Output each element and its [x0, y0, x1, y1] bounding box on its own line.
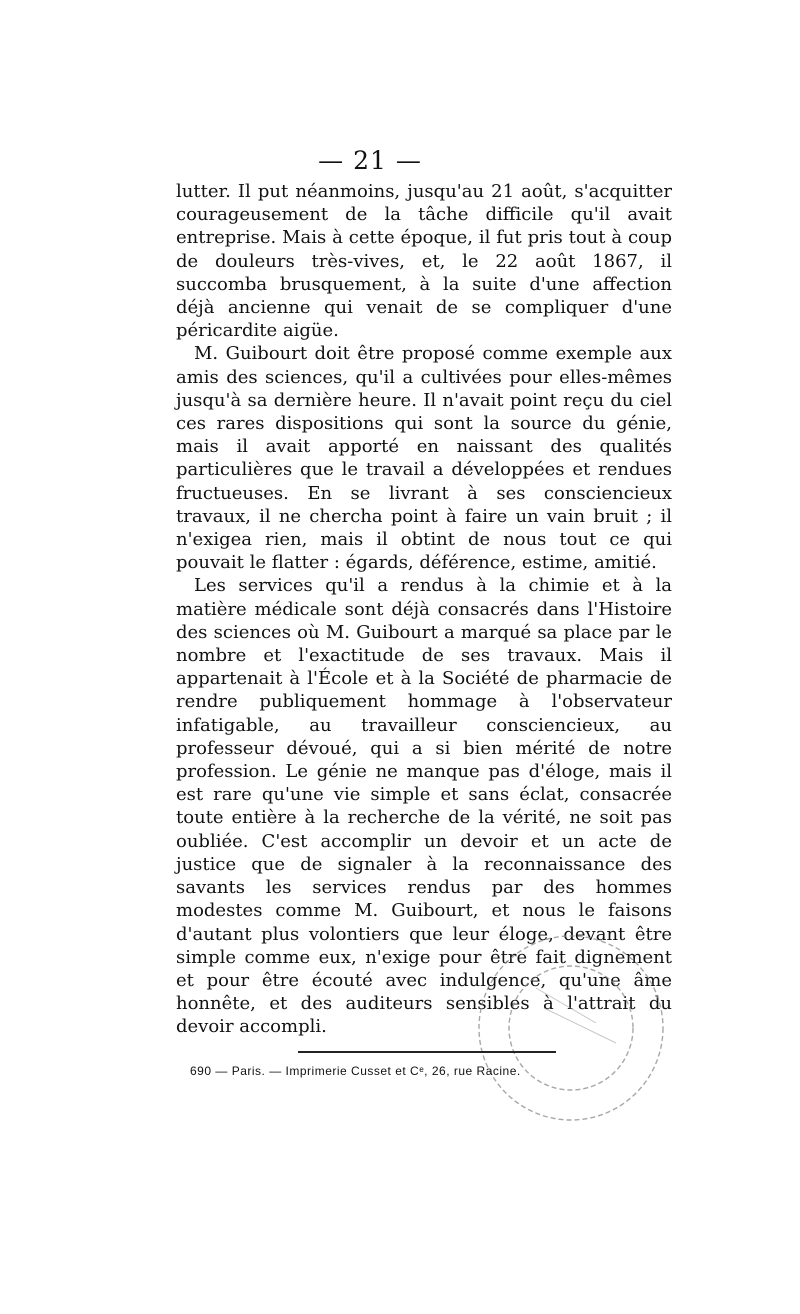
library-stamp — [466, 928, 676, 1128]
paragraph-3: Les services qu'il a rendus à la chimie et à la matière médicale sont déjà consacrés dans l'Histoire des sciences où M. Guibourt a marqué sa place par le nombre et l'exactitude de ses travaux. Mais il appartenait à l'École et à la Société de pharmacie de rendre publiquement hommage à l'observateur infatigable, au travailleur consciencieux, au professeur dévoué, qui a si bien mérité de notre profession. Le génie ne manque pas d'éloge, mais il est rare qu'une vie simple et sans éclat, consacrée toute entière à la recherche de la vérité, ne soit pas oubliée. C'est accomplir un devoir et un acte de justice que de signaler à la reconnaissance des savants les services rendus par des hommes modestes comme M. Guibourt, et nous le faisons d'autant plus volontiers que leur éloge, devant être simple comme eux, n'exige pour être fait dignement et pour être écouté avec indulgence, qu'une âme honnête, et des auditeurs sensibles à l'attrait du devoir accompli. — [176, 575, 672, 1038]
imprint-line: 690 — Paris. — Imprimerie Cusset et Cᵉ, 26, rue Racine. — [190, 1064, 521, 1078]
body-text — [176, 180, 672, 1039]
paragraph-1: lutter. Il put néanmoins, jusqu'au 21 août, s'acquitter courageusement de la tâche difficile qu'il avait entreprise. Mais à cette époque, il fut pris tout à coup de douleurs très-vives, et, le 22 août 1867, il succomba brusquement, à la suite d'une affection déjà ancienne qui venait de se compliquer d'une péricardite aigüe. — [176, 181, 672, 342]
imprint-rule — [298, 1051, 556, 1053]
paragraph-2: M. Guibourt doit être proposé comme exemple aux amis des sciences, qu'il a cultivées pour elles-mêmes jusqu'à sa dernière heure. Il n'avait point reçu du ciel ces rares dispositions qui sont la source du génie, mais il avait apporté en naissant des qualités particulières que le travail a développées et rendues fructueuses. En se livrant à ses consciencieux travaux, il ne chercha point à faire un vain bruit ; il n'exigea rien, mais il obtint de nous tout ce qui pouvait le flatter : égards, déférence, estime, amitié. — [176, 343, 672, 574]
page-number: — 21 — — [318, 146, 422, 175]
